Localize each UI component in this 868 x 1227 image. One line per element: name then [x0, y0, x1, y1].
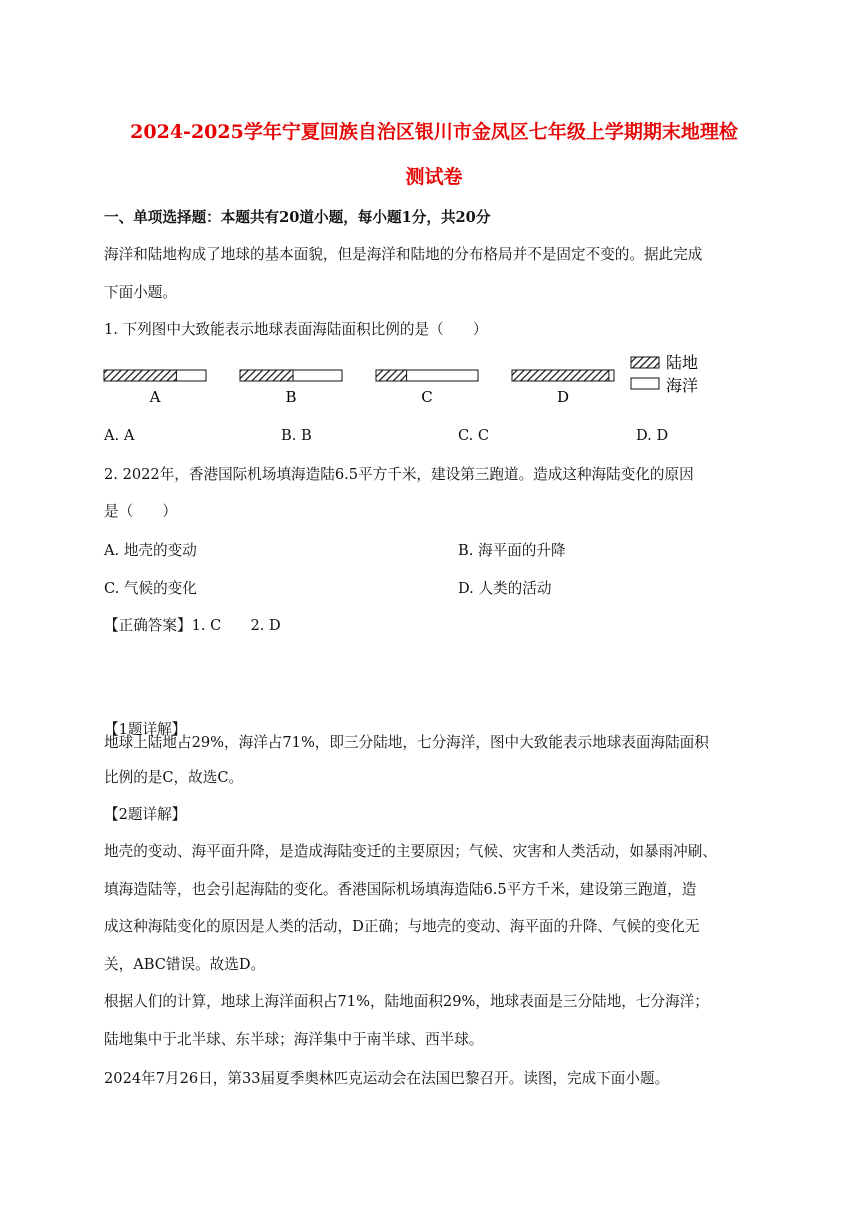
legend-ocean-label: 海洋 [666, 376, 699, 395]
bar-a-land-segment [104, 370, 176, 381]
intro-text-line1: 海洋和陆地构成了地球的基本面貌，但是海洋和陆地的分布格局并不是固定不变的。据此完成 [104, 246, 703, 263]
legend-land-label: 陆地 [666, 353, 699, 372]
q2-option-b[interactable]: B. 海平面的升降 [458, 542, 566, 559]
answer-line [104, 614, 281, 635]
document-title-line2: 测试卷 [405, 166, 463, 188]
figure-legend [631, 353, 698, 395]
q2-option-c[interactable]: C. 气候的变化 [104, 580, 197, 597]
explain-1-heading: 【1题详解】 [104, 721, 187, 738]
bar-b-label: B [285, 388, 297, 406]
explain-2-line1: 地壳的变动、海平面升降，是造成海陆变迁的主要原因；气候、灾害和人类活动，如暴雨冲刷、 [104, 843, 717, 860]
bar-c-land-segment [376, 370, 407, 381]
explain-1-line2: 比例的是C，故选C。 [104, 769, 244, 786]
q1-option-a[interactable]: A. A [104, 427, 135, 444]
intro-text-line2: 下面小题。 [104, 284, 177, 301]
question-2-line2: 是（ ） [104, 503, 177, 520]
next-question-intro: 2024年7月26日，第33届夏季奥林匹克运动会在法国巴黎召开。读图，完成下面小题。 [104, 1070, 670, 1087]
bar-d-land-segment [512, 370, 609, 381]
q2-option-d[interactable]: D. 人类的活动 [458, 580, 552, 597]
q1-option-b[interactable]: B. B [281, 427, 312, 444]
explain-2-line6: 陆地集中于北半球、东半球；海洋集中于南半球、西半球。 [104, 1031, 484, 1048]
q2-option-a[interactable]: A. 地壳的变动 [104, 542, 197, 559]
bar-d-label: D [556, 388, 570, 406]
explain-2-line3: 成这种海陆变化的原因是人类的活动，D正确；与地壳的变动、海平面的升降、气候的变化无 [104, 918, 700, 935]
question-1-text: 1. 下列图中大致能表示地球表面海陆面积比例的是（ ） [104, 321, 488, 338]
explain-2-line2: 填海造陆等，也会引起海陆的变化。香港国际机场填海造陆6.5平方千米，建设第三跑道，造 [104, 881, 697, 898]
legend-land-swatch [631, 357, 659, 368]
bar-c-label: C [421, 388, 433, 406]
bar-a-label: A [149, 388, 161, 406]
section-header: 一、单项选择题：本题共有20道小题，每小题1分，共20分 [104, 209, 491, 226]
land-ocean-ratio-figure [100, 348, 720, 408]
answer-values: 1. C 2. D [191, 617, 281, 634]
bar-b-land-segment [240, 370, 293, 381]
document-title-line1: 2024-2025学年宁夏回族自治区银川市金凤区七年级上学期期末地理检 [130, 121, 738, 143]
explain-2-line4: 关，ABC错误。故选D。 [104, 956, 266, 973]
explain-1-line1: 地球上陆地占29%，海洋占71%，即三分陆地，七分海洋，图中大致能表示地球表面海陆面积 [104, 734, 709, 751]
q1-option-c[interactable]: C. C [458, 427, 490, 444]
legend-ocean-swatch [631, 378, 659, 389]
answer-label: 【正确答案】 [104, 617, 192, 634]
explain-2-line5: 根据人们的计算，地球上海洋面积占71%，陆地面积29%，地球表面是三分陆地，七分海洋； [104, 993, 709, 1010]
explain-2-heading: 【2题详解】 [104, 806, 187, 823]
question-2-line1: 2. 2022年，香港国际机场填海造陆6.5平方千米，建设第三跑道。造成这种海陆变化的原因 [104, 466, 694, 483]
q1-option-d[interactable]: D. D [636, 427, 669, 444]
